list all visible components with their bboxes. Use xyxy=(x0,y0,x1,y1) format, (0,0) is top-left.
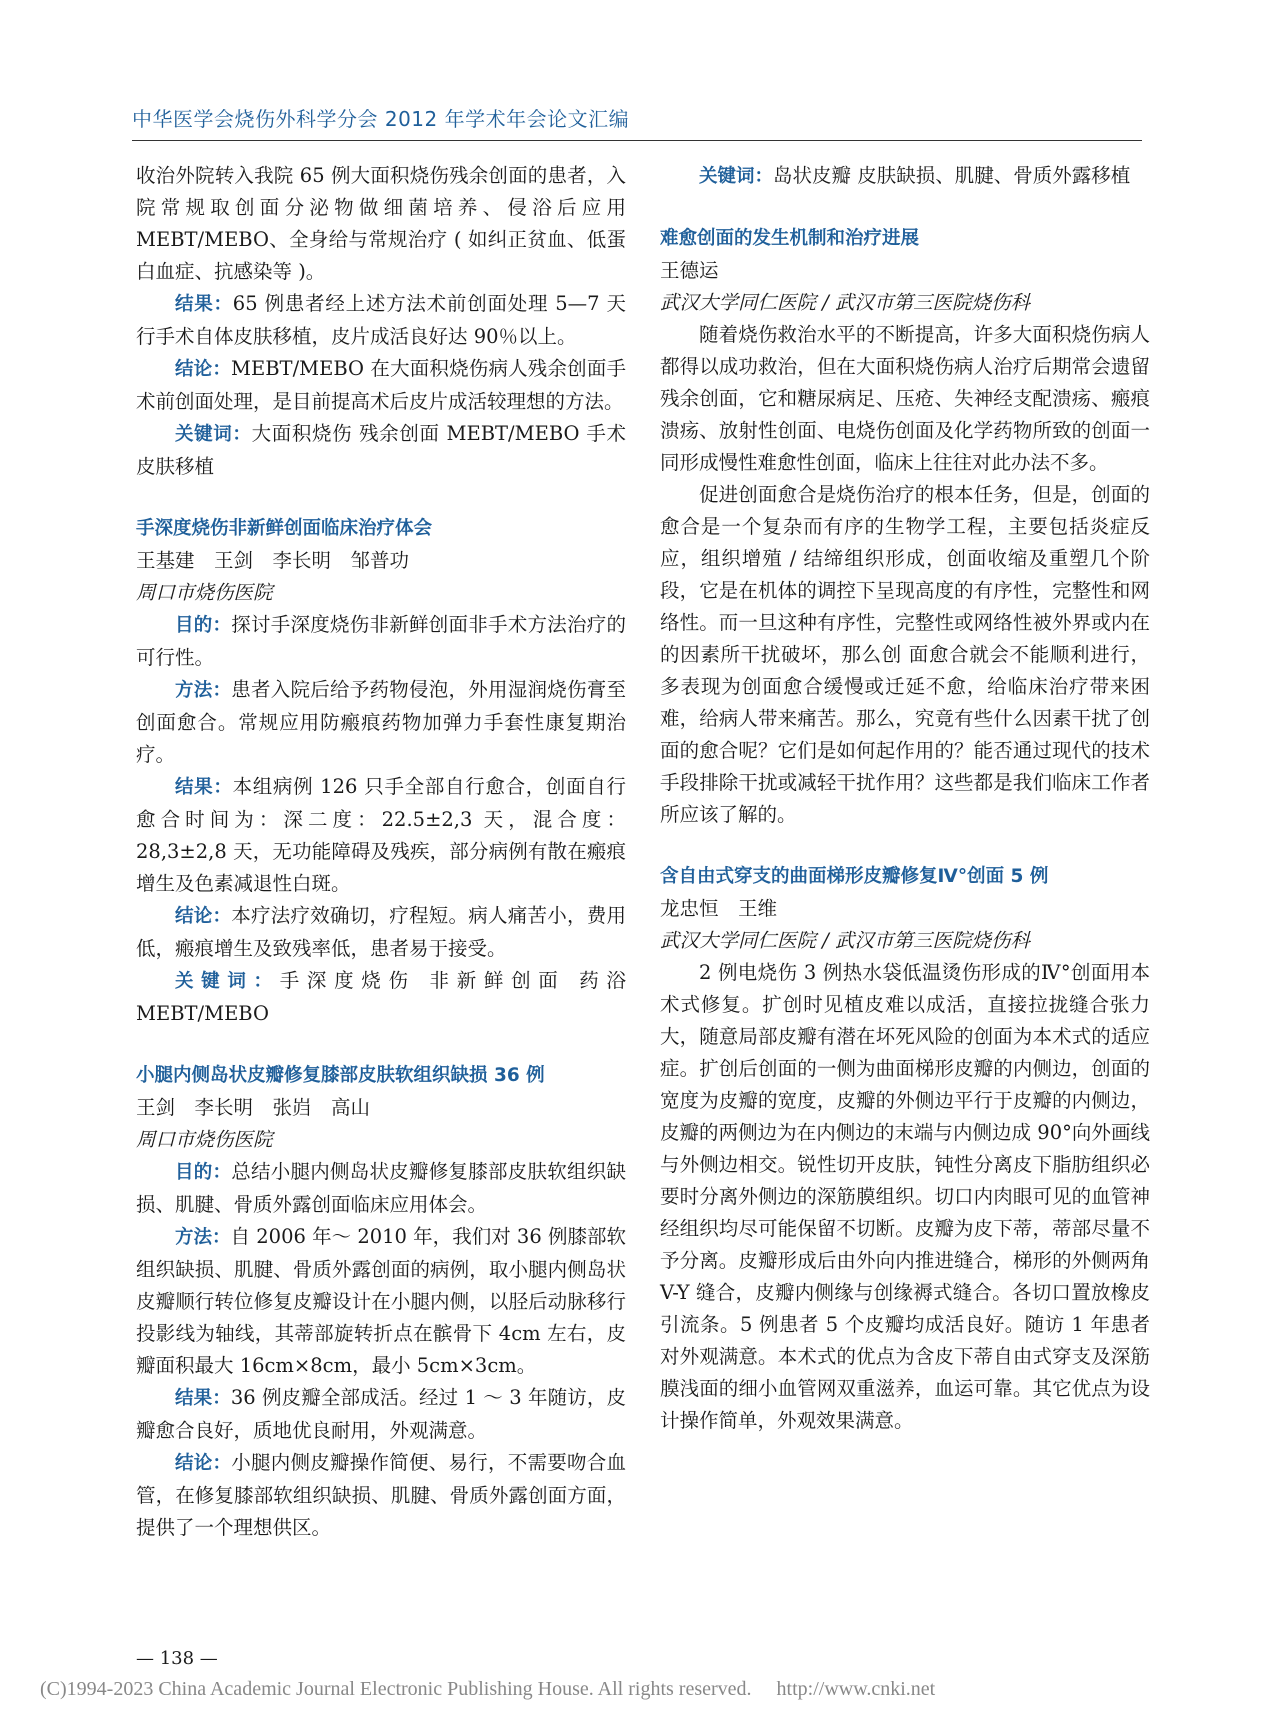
keywords-label: 关键词： xyxy=(175,424,252,445)
abstract-title: 小腿内侧岛状皮瓣修复膝部皮肤软组织缺损 36 例 xyxy=(136,1065,545,1086)
purpose-text: 总结小腿内侧岛状皮瓣修复膝部皮肤软组织缺损、肌腱、骨质外露创面临床应用体会。 xyxy=(136,1160,626,1216)
conclusion-text: 本疗法疗效确切，疗程短。病人痛苦小，费用低，瘢痕增生及致残率低，患者易于接受。 xyxy=(136,904,626,960)
copyright-footer: (C)1994-2023 China Academic Journal Electronic Publishing House. All rights reserved. http://www.cnki.net xyxy=(40,1678,936,1700)
abstract-title: 手深度烧伤非新鲜创面临床治疗体会 xyxy=(136,518,433,539)
abstract-conclusion xyxy=(136,900,626,965)
abstract-purpose xyxy=(136,609,626,674)
abstract-authors: 王剑 李长明 张岿 高山 xyxy=(136,1096,371,1119)
continued-keywords xyxy=(660,160,1150,193)
abstract-authors: 龙忠恒 王维 xyxy=(660,897,778,920)
abstract-affiliation: 周口市烧伤医院 xyxy=(136,1128,273,1151)
result-label: 结果： xyxy=(175,1388,231,1409)
running-header: 中华医学会烧伤外科学分会 2012 年学术年会论文汇编 xyxy=(132,107,630,131)
abstract-keywords xyxy=(136,965,626,1030)
abstract-title: 含自由式穿支的曲面梯形皮瓣修复Ⅳ°创面 5 例 xyxy=(660,866,1049,887)
right-column xyxy=(660,160,1150,1437)
conclusion-text: 小腿内侧皮瓣操作简便、易行，不需要吻合血管，在修复膝部软组织缺损、肌腱、骨质外露创面方面，提供了一个理想供区。 xyxy=(136,1451,626,1539)
abstract-hand-burns xyxy=(136,513,626,1030)
abstract-paragraph: 2 例电烧伤 3 例热水袋低温烫伤形成的Ⅳ°创面用本术式修复。扩创时见植皮难以成活，直接拉拢缝合张力大，随意局部皮瓣有潜在坏死风险的创面为本术式的适应症。扩创后创面的一侧为曲面梯形皮瓣的内侧边，创面的宽度为皮瓣的宽度，皮瓣的外侧边平行于皮瓣的内侧边，皮瓣的两侧边为在内侧边的末端与内侧边成 90°向外画线与外侧边相交。锐性切开皮肤，钝性分离皮下脂肪组织必要时分离外侧边的深筋膜组织。切口内肉眼可见的血管神经组织均尽可能保留不切断。皮瓣为皮下蒂，蒂部尽量不予分离。皮瓣形成后由外向内推进缝合，梯形的外侧两角 V-Y 缝合，皮瓣内侧缘与创缘褥式缝合。各切口置放橡皮引流条。5 例患者 5 个皮瓣均成活良好。随访 1 年患者对外观满意。本术式的优点为含皮下蒂自由式穿支及深筋膜浅面的细小血管网双重滋养，血运可靠。其它优点为设计操作简单，外观效果满意。 xyxy=(660,961,1150,1432)
abstract-paragraph: 促进创面愈合是烧伤治疗的根本任务，但是，创面的愈合是一个复杂而有序的生物学工程，主要包括炎症反应，组织增殖 / 结缔组织形成，创面收缩及重塑几个阶段，它是在机体的调控下呈现高度的有序性，完整性和网络性。而一旦这种有序性，完整性或网络性被外界或内在的因素所干扰破坏，那么创 面愈合就会不能顺利进行，多表现为创面愈合缓慢或迁延不愈，给临床治疗带来困难，给病人带来痛苦。那么，究竟有些什么因素干扰了创面的愈合呢？它们是如何起作用的？能否通过现代的技术手段排除干扰或减轻干扰作用？这些都是我们临床工作者所应该了解的。 xyxy=(660,483,1150,826)
continued-result xyxy=(136,288,626,353)
keywords-text: 大面积烧伤 残余创面 MEBT/MEBO 手术皮肤移植 xyxy=(136,422,626,478)
keywords-text: 岛状皮瓣 皮肤缺损、肌腱、骨质外露移植 xyxy=(773,164,1131,187)
abstract-method xyxy=(136,674,626,771)
result-label: 结果： xyxy=(175,294,233,315)
keywords-label: 关键词： xyxy=(175,971,280,992)
abstract-refractory-wounds xyxy=(660,223,1150,831)
abstract-method xyxy=(136,1221,626,1382)
result-label: 结果： xyxy=(175,777,233,798)
continued-keywords xyxy=(136,418,626,483)
keywords-label: 关键词： xyxy=(699,166,774,187)
abstract-affiliation: 周口市烧伤医院 xyxy=(136,581,273,604)
header-rule xyxy=(132,140,1142,141)
abstract-purpose xyxy=(136,1156,626,1221)
method-text: 自 2006 年～ 2010 年，我们对 36 例膝部软组织缺损、肌腱、骨质外露创面的病例，取小腿内侧岛状皮瓣顺行转位修复皮瓣设计在小腿内侧，以胫后动脉移行投影线为轴线，其蒂部旋转折点在髌骨下 4cm 左右，皮瓣面积最大 16cm×8cm，最小 5cm×3cm。 xyxy=(136,1225,626,1377)
conclusion-label: 结论： xyxy=(175,359,232,380)
result-text: 本组病例 126 只手全部自行愈合，创面自行愈合时间为：深二度：22.5±2,3 天，混合度：28,3±2,8 天，无功能障碍及残疾，部分病例有散在瘢痕增生及色素减退性白斑。 xyxy=(136,775,626,895)
page-number: — 138 — xyxy=(136,1648,218,1669)
continued-conclusion xyxy=(136,353,626,418)
conclusion-text: MEBT/MEBO 在大面积烧伤病人残余创面手术前创面处理，是目前提高术后皮片成活较理想的方法。 xyxy=(136,357,626,413)
abstract-affiliation: 武汉大学同仁医院 / 武汉市第三医院烧伤科 xyxy=(660,291,1030,314)
abstract-authors: 王德运 xyxy=(660,259,719,282)
abstract-result xyxy=(136,1382,626,1447)
conclusion-label: 结论： xyxy=(175,1453,232,1474)
abstract-conclusion xyxy=(136,1447,626,1544)
abstract-authors: 王基建 王剑 李长明 邹普功 xyxy=(136,549,410,572)
keywords-text: 手深度烧伤 非新鲜创面 药浴 MEBT/MEBO xyxy=(136,969,626,1025)
method-label: 方法： xyxy=(175,680,232,701)
result-text: 65 例患者经上述方法术前创面处理 5—7 天行手术自体皮肤移植，皮片成活良好达 90％以上。 xyxy=(136,292,626,348)
abstract-trapezoid-flap xyxy=(660,861,1150,1437)
abstract-knee-flap xyxy=(136,1060,626,1544)
method-label: 方法： xyxy=(175,1227,231,1248)
abstract-affiliation: 武汉大学同仁医院 / 武汉市第三医院烧伤科 xyxy=(660,929,1030,952)
abstract-paragraph: 随着烧伤救治水平的不断提高，许多大面积烧伤病人都得以成功救治，但在大面积烧伤病人治疗后期常会遗留残余创面，它和糖尿病足、压疮、失神经支配溃疡、瘢痕溃疡、放射性创面、电烧伤创面及化学药物所致的创面一同形成慢性难愈性创面，临床上往往对此办法不多。 xyxy=(660,323,1150,474)
purpose-label: 目的： xyxy=(175,1162,232,1183)
conclusion-label: 结论： xyxy=(175,906,232,927)
purpose-text: 探讨手深度烧伤非新鲜创面非手术方法治疗的可行性。 xyxy=(136,613,626,669)
abstract-title: 难愈创面的发生机制和治疗进展 xyxy=(660,228,920,249)
result-text: 36 例皮瓣全部成活。经过 1 ～ 3 年随访，皮瓣愈合良好，质地优良耐用，外观满意。 xyxy=(136,1386,626,1442)
method-text: 患者入院后给予药物侵泡，外用湿润烧伤膏至创面愈合。常规应用防瘢痕药物加弹力手套性康复期治疗。 xyxy=(136,678,626,766)
continued-paragraph: 收治外院转入我院 65 例大面积烧伤残余创面的患者，入院常规取创面分泌物做细菌培养、侵浴后应用 MEBT/MEBO、全身给与常规治疗 ( 如纠正贫血、低蛋白血症、抗感染等 )。 xyxy=(136,164,626,283)
purpose-label: 目的： xyxy=(175,615,232,636)
abstract-result xyxy=(136,771,626,900)
left-column xyxy=(136,160,626,1544)
